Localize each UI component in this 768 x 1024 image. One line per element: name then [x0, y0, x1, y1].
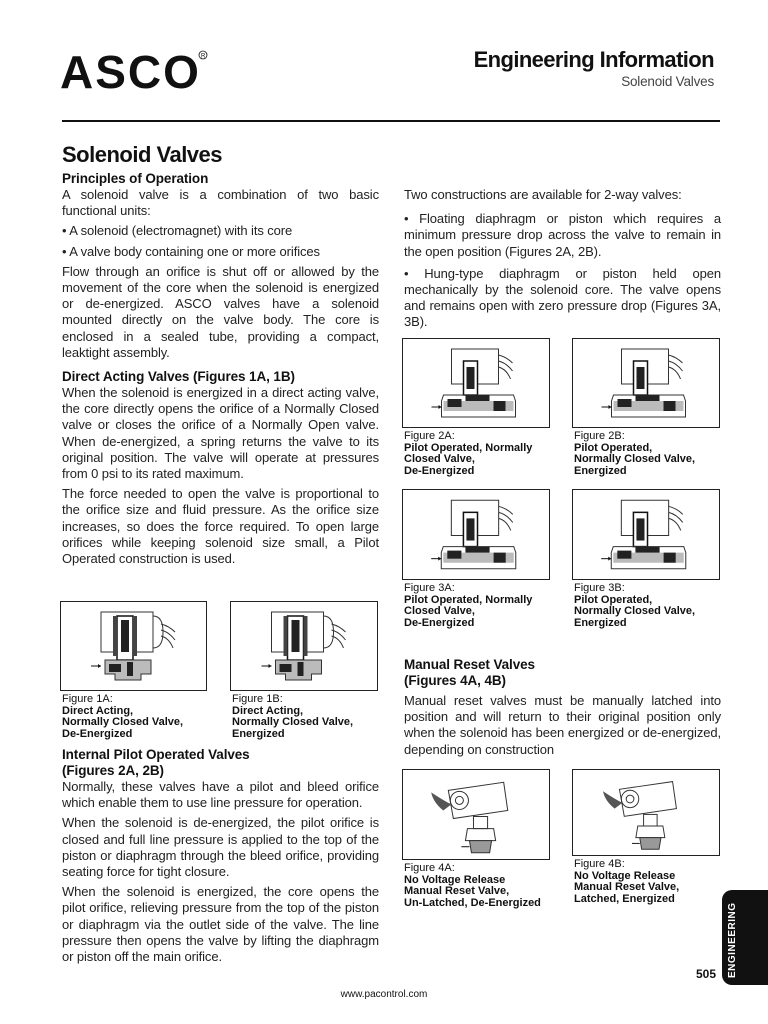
- figure-1a-caption: Figure 1A: Direct Acting, Normally Closed Valve, De-Energized: [62, 693, 184, 740]
- figure-4b-image: [572, 769, 720, 856]
- two-way-section: [404, 187, 721, 335]
- principles-bullet-2: • A valve body containing one or more orifices: [62, 243, 320, 259]
- logo-text: ASCO: [60, 48, 201, 94]
- principles-intro: A solenoid valve is a combination of two basic functional units:: [62, 187, 379, 219]
- principles-bullet-1: • A solenoid (electromagnet) with its core: [62, 223, 293, 239]
- two-way-bullet-2: • Hung-type diaphragm or piston held open mechanically by the solenoid core. The valve opens and remains open with zero pressure drop (Figures 3A, 3B).: [404, 265, 721, 330]
- header-rule: [62, 120, 720, 122]
- two-way-bullet-1: • Floating diaphragm or piston which requires a minimum pressure drop across the valve to remain in the open position (Figures 2A, 2B).: [404, 211, 721, 259]
- internal-pilot-section: [62, 747, 379, 969]
- two-way-intro: Two constructions are available for 2-way valves:: [404, 187, 682, 202]
- figure-3a-image: [402, 489, 550, 580]
- figure-2a-caption: Figure 2A: Pilot Operated, Normally Closed Valve, De-Energized: [404, 430, 533, 477]
- internal-pilot-paragraph-1: Normally, these valves have a pilot and bleed orifice which enable them to use line pressure for operation.: [62, 779, 379, 811]
- figure-2b-image: [572, 338, 720, 428]
- internal-pilot-paragraph-2: When the solenoid is de-energized, the pilot orifice is closed and full line pressure is applied to the top of the piston or diaphragm through the bleed orifice, providing seating force for tight closure.: [62, 815, 379, 880]
- figure-4a-image: [402, 769, 550, 860]
- figure-1a-image: [60, 601, 207, 691]
- internal-pilot-paragraph-3: When the solenoid is energized, the core opens the pilot orifice, relieving pressure from the top of the piston or diaphragm via the outlet side of the valve. The line pressure then opens the valve by lifting the diaphragm or piston off the main orifice.: [62, 884, 379, 965]
- figure-3a-caption: Figure 3A: Pilot Operated, Normally Closed Valve, De-Energized: [404, 582, 533, 629]
- manual-reset-heading-line1: Manual Reset Valves: [404, 657, 535, 672]
- page-title: Solenoid Valves: [62, 142, 223, 167]
- principles-heading: Principles of Operation: [62, 171, 209, 186]
- page-number: 505: [696, 967, 717, 981]
- direct-acting-paragraph-1: When the solenoid is energized in a direct acting valve, the core directly opens the orifice of a Normally Closed valve or closes the orifice of a Normally Open valve. When de-energized, a spring returns the valve to its original position. The valve will operate at pressures from 0 psi to its rated maximum.: [62, 385, 379, 482]
- figure-2a-image: [402, 338, 550, 428]
- figure-1b-image: [230, 601, 378, 691]
- internal-pilot-heading-line1: Internal Pilot Operated Valves: [62, 747, 250, 762]
- manual-reset-section: [404, 657, 721, 762]
- svg-text:R: R: [201, 53, 206, 60]
- internal-pilot-heading-line2: (Figures 2A, 2B): [62, 763, 164, 778]
- principles-section: [62, 171, 379, 571]
- figure-3b-image: [572, 489, 720, 580]
- figure-3b-caption: Figure 3B: Pilot Operated, Normally Closed Valve, Energized: [574, 582, 696, 629]
- direct-acting-heading: Direct Acting Valves (Figures 1A, 1B): [62, 369, 295, 385]
- engineering-tab: [722, 890, 768, 985]
- figure-4a-caption: Figure 4A: No Voltage Release Manual Reset Valve, Un-Latched, De-Energized: [404, 862, 541, 909]
- figure-1b-caption: Figure 1B: Direct Acting, Normally Closed Valve, Energized: [232, 693, 354, 740]
- header-subtitle: Solenoid Valves: [621, 74, 714, 89]
- figure-4b-caption: Figure 4B: No Voltage Release Manual Reset Valve, Latched, Energized: [574, 858, 680, 905]
- direct-acting-paragraph-2: The force needed to open the valve is proportional to the orifice size and fluid pressure. As the orifice size increases, so does the force required. To open large orifices while keeping solenoid size small, a Pilot Operated construction is used.: [62, 486, 379, 567]
- manual-reset-heading-line2: (Figures 4A, 4B): [404, 673, 506, 688]
- manual-reset-paragraph: Manual reset valves must be manually latched into position and will return to their original position only when the solenoid has been energized or de-energized, depending on construction: [404, 693, 721, 757]
- asco-logo: [60, 48, 210, 94]
- principles-paragraph: Flow through an orifice is shut off or allowed by the movement of the core when the solenoid is energized or de-energized. ASCO valves have a solenoid mounted directly on the valve body. The core is enclosed in a sealed tube, providing a compact, leaktight assembly.: [62, 263, 379, 360]
- header-title: Engineering Information: [473, 47, 714, 72]
- engineering-tab-label: ENGINEERING: [727, 902, 738, 978]
- figure-2b-caption: Figure 2B: Pilot Operated, Normally Closed Valve, Energized: [574, 430, 696, 477]
- footer-url[interactable]: www.pacontrol.com: [340, 989, 428, 1000]
